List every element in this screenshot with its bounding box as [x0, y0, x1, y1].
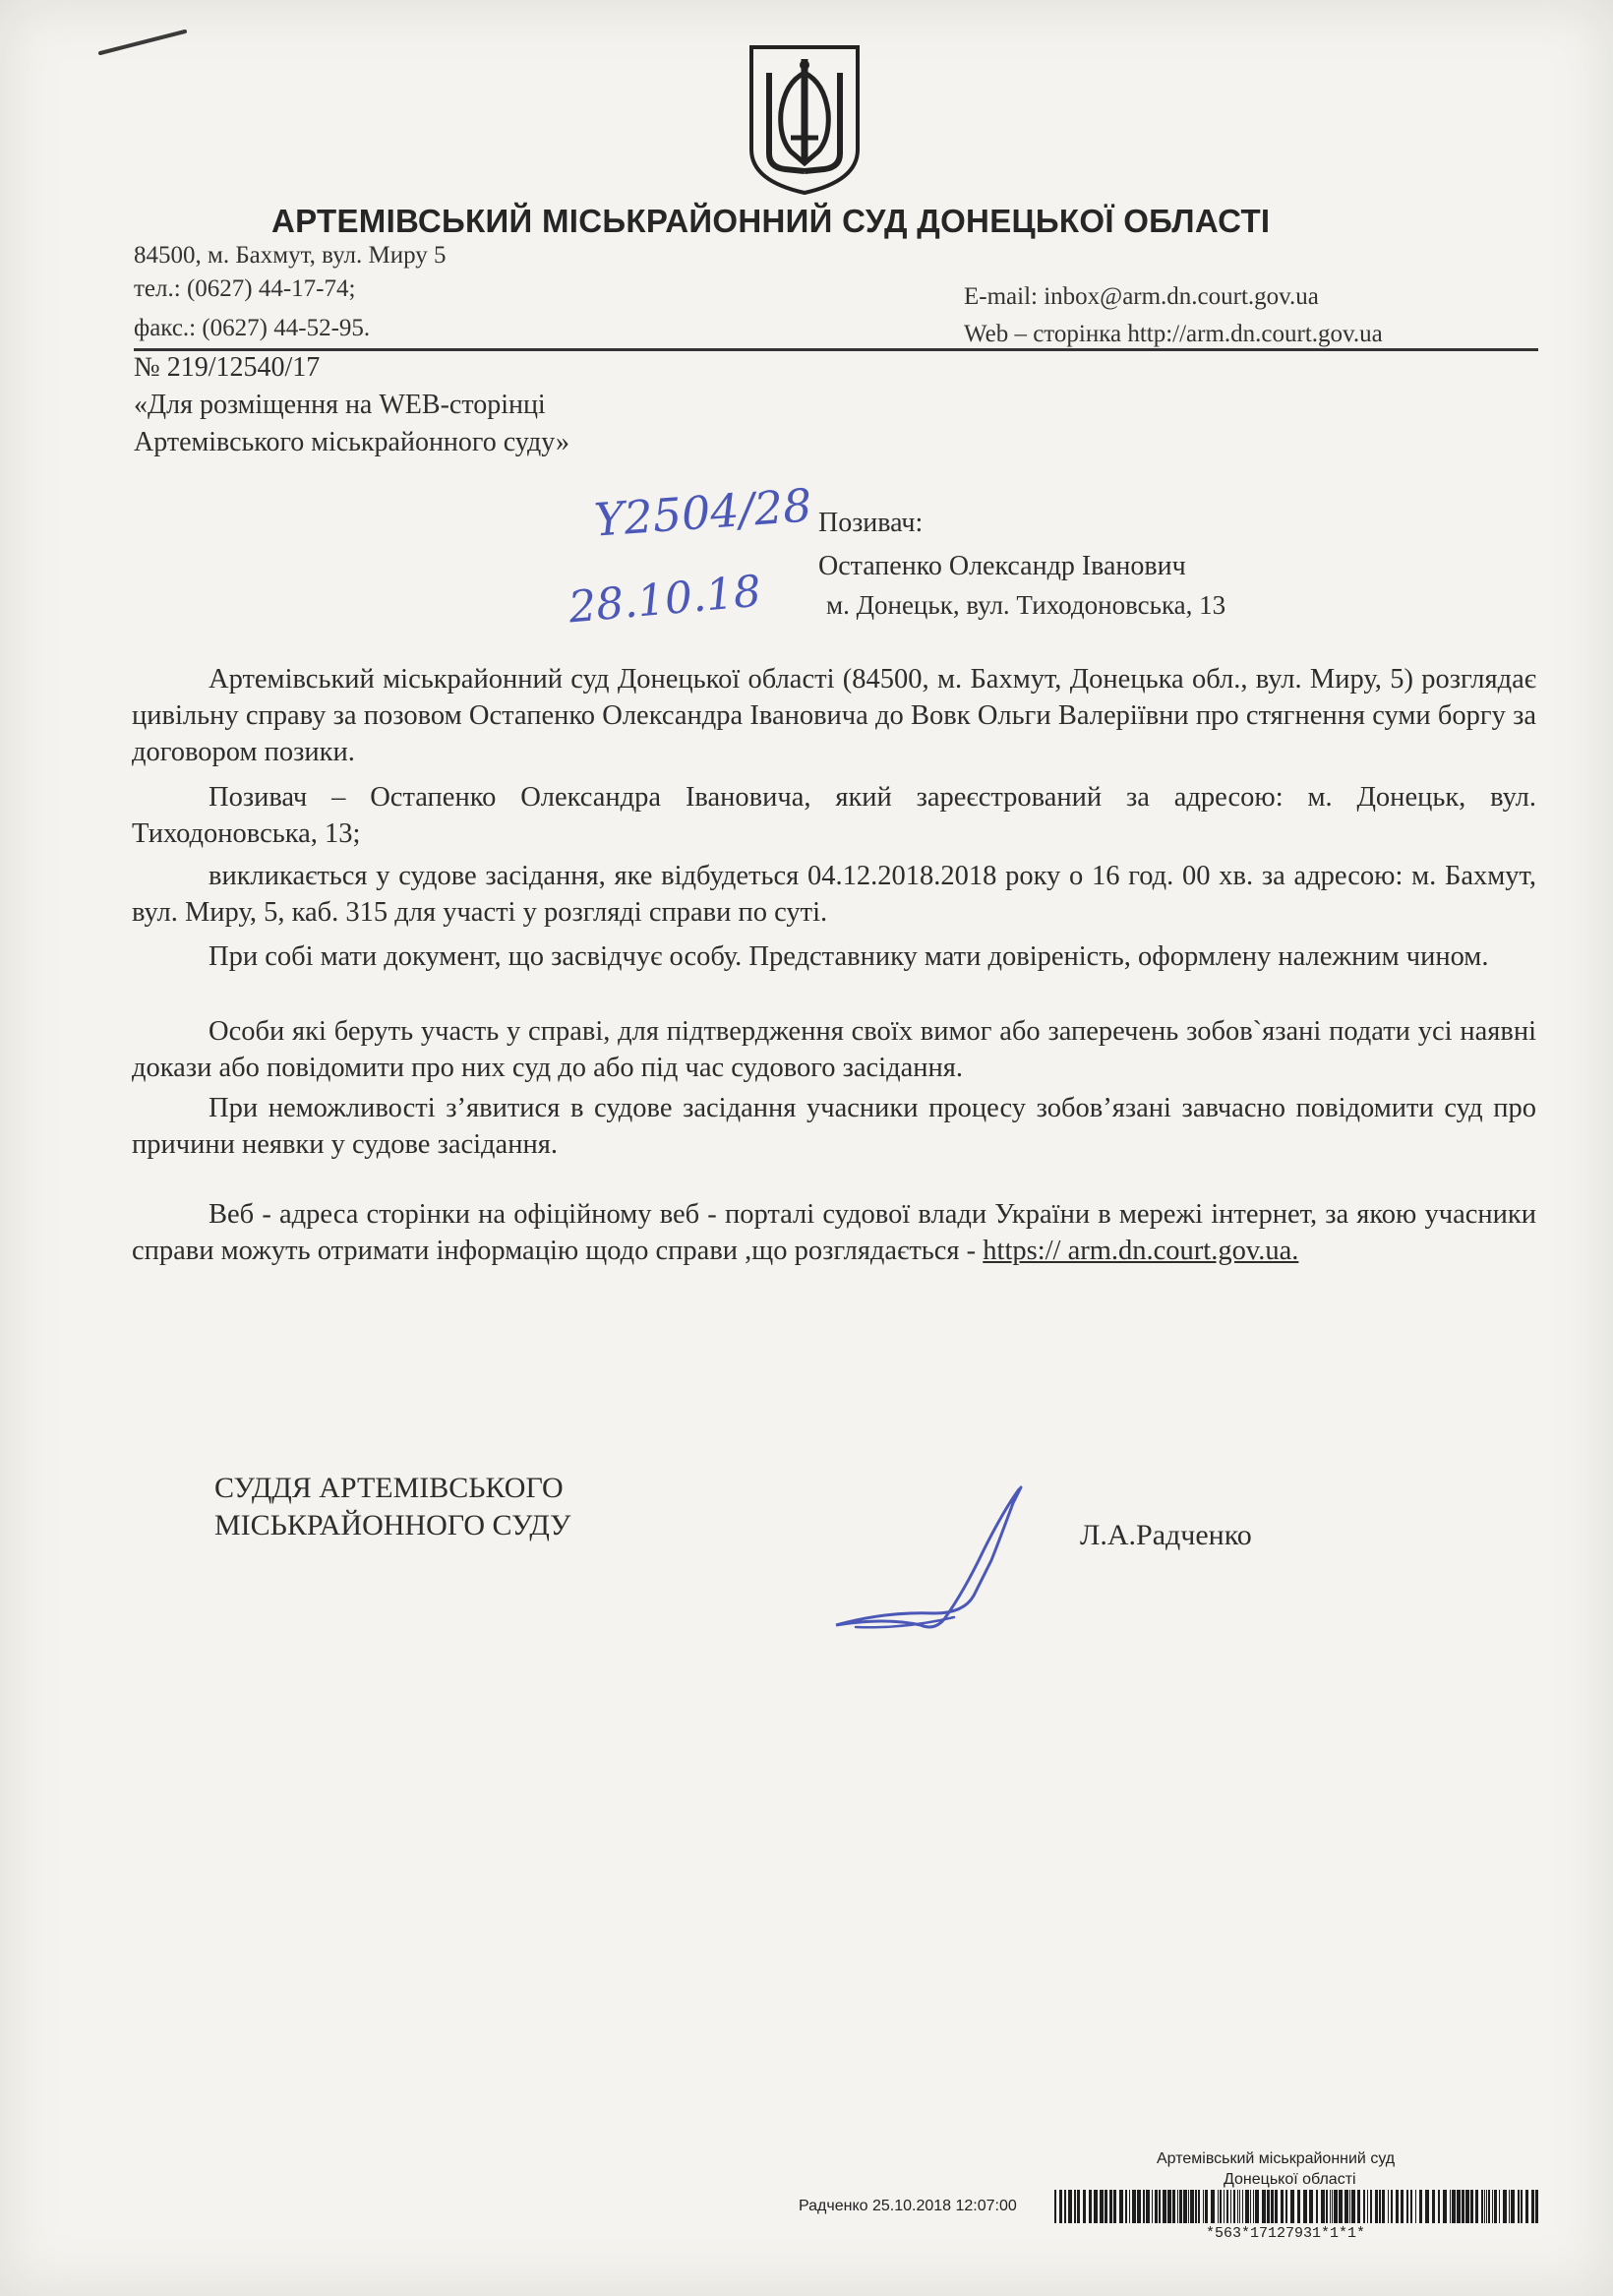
- judge-title: СУДДЯ АРТЕМІВСЬКОГО МІСЬКРАЙОННОГО СУДУ: [214, 1472, 571, 1541]
- barcode-bar: [1281, 2190, 1284, 2223]
- body-paragraph-4: При собі мати документ, що засвідчує особу. Представнику мати довіреність, оформлену належним чином.: [209, 941, 1489, 972]
- addressee-role: Позивач:: [818, 508, 924, 538]
- barcode-bar: [1271, 2190, 1274, 2223]
- judge-signature: [826, 1481, 1043, 1639]
- barcode-bar: [1503, 2190, 1507, 2223]
- barcode-bar: [1339, 2190, 1343, 2223]
- barcode-bar: [1349, 2190, 1350, 2223]
- barcode-bar: [1059, 2190, 1062, 2223]
- addressee-address: м. Донецьк, вул. Тиходоновська, 13: [826, 590, 1226, 620]
- barcode-bar: [1410, 2190, 1412, 2223]
- barcode-bar: [1237, 2190, 1238, 2223]
- barcode-bar: [1211, 2190, 1215, 2223]
- barcode-bar: [1330, 2190, 1331, 2223]
- barcode-bar: [1089, 2190, 1092, 2223]
- barcode-bar: [1470, 2190, 1473, 2223]
- barcode-bar: [1125, 2190, 1127, 2223]
- barcode-bar: [1375, 2190, 1378, 2223]
- barcode-bar: [1391, 2190, 1393, 2223]
- barcode-bar: [1250, 2190, 1251, 2223]
- barcode-bar: [1190, 2190, 1194, 2223]
- barcode-bar: [1344, 2190, 1348, 2223]
- barcode-bar: [1119, 2190, 1123, 2223]
- barcode-bar: [1321, 2190, 1325, 2223]
- barcode-bar: [1198, 2190, 1200, 2223]
- barcode-bar: [1450, 2190, 1451, 2223]
- body-paragraph-1: Артемівський міськрайонний суд Донецької області (84500, м. Бахмут, Донецька обл., вул. Миру, 5) розглядає цивільну справу за позовом Остапенко Олександра Івановича до Вовк Ольги Валеріївни про стягнення суми боргу за договором позики.: [132, 664, 1536, 767]
- barcode-bar: [1074, 2190, 1076, 2223]
- barcode-bar: [1443, 2190, 1447, 2223]
- header-divider: [134, 348, 1538, 351]
- barcode-number: *563*17127931*1*1*: [1206, 2225, 1366, 2242]
- barcode-bar: [1285, 2190, 1287, 2223]
- barcode-bar: [1486, 2190, 1487, 2223]
- barcode-bar: [1334, 2190, 1338, 2223]
- barcode-bar: [1531, 2190, 1534, 2223]
- barcode-bar: [1137, 2190, 1141, 2223]
- barcode-bar: [1406, 2190, 1408, 2223]
- barcode-bar: [1218, 2190, 1219, 2223]
- barcode-bar: [1253, 2190, 1254, 2223]
- barcode-bar: [1226, 2190, 1228, 2223]
- barcode-bar: [1275, 2190, 1278, 2223]
- barcode-bar: [1475, 2190, 1478, 2223]
- barcode-bar: [1351, 2190, 1355, 2223]
- barcode-bar: [1230, 2190, 1231, 2223]
- handwritten-registration-number: Y2504/28: [592, 478, 814, 547]
- barcode-bar: [1525, 2190, 1528, 2223]
- barcode-bar: [1172, 2190, 1175, 2223]
- barcode-bar: [1332, 2190, 1333, 2223]
- barcode-bar: [1242, 2190, 1243, 2223]
- barcode-bar: [1488, 2190, 1490, 2223]
- barcode-bar: [1143, 2190, 1145, 2223]
- stamp-region: Донецької області: [1224, 2171, 1356, 2188]
- barcode-bar: [1509, 2190, 1510, 2223]
- barcode-bar: [1064, 2190, 1066, 2223]
- stamp-author-timestamp: Радченко 25.10.2018 12:07:00: [799, 2198, 1017, 2214]
- barcode-bar: [1494, 2190, 1497, 2223]
- judge-name: Л.А.Радченко: [1080, 1519, 1252, 1551]
- barcode-bar: [1499, 2190, 1500, 2223]
- body-paragraph-2: Позивач – Остапенко Олександра Івановича, який зареєстрований за адресою: м. Донецьк, вул. Тиходоновська, 13;: [132, 782, 1536, 849]
- barcode-bar: [1535, 2190, 1538, 2223]
- barcode-bar: [1484, 2190, 1485, 2223]
- barcode-bar: [1452, 2190, 1456, 2223]
- court-portal-link[interactable]: https:// arm.dn.court.gov.ua.: [983, 1236, 1299, 1266]
- court-fax: факс.: (0627) 44-52-95.: [134, 315, 371, 341]
- coat-of-arms-icon: [746, 43, 864, 197]
- body-paragraph-3: викликається у судове засідання, яке відбудеться 04.12.2018.2018 року о 16 год. 00 хв. за адресою: м. Бахмут, вул. Миру, 5, каб. 315 для участі у розгляді справи по суті.: [132, 861, 1536, 928]
- barcode-bar: [1462, 2190, 1464, 2223]
- barcode-bar: [1309, 2190, 1313, 2223]
- stamp-court-name: Артемівський міськрайонний суд: [1157, 2150, 1396, 2167]
- court-email: E-mail: inbox@arm.dn.court.gov.ua: [964, 283, 1319, 310]
- body-paragraph-7: Веб - адреса сторінки на офіційному веб - порталі судової влади України в мережі інтернет, за якою учасники справи можуть отримати інформацію щодо справи ,що розглядається - https:// arm.dn.court.gov.ua.: [132, 1199, 1536, 1266]
- barcode-bar: [1167, 2190, 1171, 2223]
- barcode-bar: [1521, 2190, 1523, 2223]
- barcode-bar: [1152, 2190, 1153, 2223]
- barcode-bar: [1388, 2190, 1389, 2223]
- placement-note-line2: Артемівського міськрайонного суду»: [134, 427, 569, 457]
- barcode-bar: [1267, 2190, 1270, 2223]
- barcode-bar: [1183, 2190, 1187, 2223]
- barcode-bar: [1367, 2190, 1368, 2223]
- barcode-bar: [1159, 2190, 1161, 2223]
- barcode-bar: [1511, 2190, 1515, 2223]
- placement-note-line1: «Для розміщення на WEB-сторінці: [134, 390, 546, 420]
- barcode-bar: [1105, 2190, 1107, 2223]
- barcode-bar: [1094, 2190, 1098, 2223]
- barcode-bar: [1425, 2190, 1429, 2223]
- barcode-bar: [1163, 2190, 1166, 2223]
- barcode-bar: [1382, 2190, 1385, 2223]
- barcode-bar: [1370, 2190, 1372, 2223]
- barcode-bar: [1255, 2190, 1259, 2223]
- barcode-bar: [1457, 2190, 1461, 2223]
- barcode-bar: [1290, 2190, 1294, 2223]
- barcode-bar: [1465, 2190, 1469, 2223]
- body-paragraph-6: При неможливості з’явитися в судове засідання учасники процесу зобов’язані завчасно повідомити суд про причини неявки у судове засідання.: [132, 1093, 1536, 1160]
- court-phone: тел.: (0627) 44-17-74;: [134, 275, 356, 302]
- barcode-bar: [1419, 2190, 1422, 2223]
- barcode-bar: [1203, 2190, 1204, 2223]
- barcode-bar: [1068, 2190, 1072, 2223]
- barcode-bar: [1415, 2190, 1416, 2223]
- barcode-bar: [1129, 2190, 1130, 2223]
- barcode-bar: [1481, 2190, 1483, 2223]
- barcode-bar: [1396, 2190, 1399, 2223]
- barcode: [1054, 2190, 1538, 2223]
- barcode-bar: [1379, 2190, 1381, 2223]
- barcode-bar: [1054, 2190, 1056, 2223]
- handwritten-date: 28.10.18: [567, 566, 763, 634]
- barcode-bar: [1363, 2190, 1365, 2223]
- barcode-bar: [1188, 2190, 1189, 2223]
- barcode-bar: [1239, 2190, 1240, 2223]
- barcode-bar: [1357, 2190, 1360, 2223]
- barcode-bar: [1492, 2190, 1493, 2223]
- barcode-bar: [1100, 2190, 1104, 2223]
- barcode-bar: [1195, 2190, 1197, 2223]
- barcode-bar: [1083, 2190, 1086, 2223]
- barcode-bar: [1179, 2190, 1182, 2223]
- barcode-bar: [1077, 2190, 1080, 2223]
- addressee-name: Остапенко Олександр Іванович: [818, 551, 1186, 581]
- barcode-bar: [1155, 2190, 1158, 2223]
- barcode-bar: [1109, 2190, 1112, 2223]
- barcode-bar: [1518, 2190, 1520, 2223]
- barcode-bar: [1303, 2190, 1307, 2223]
- barcode-bar: [1262, 2190, 1266, 2223]
- barcode-bar: [1177, 2190, 1178, 2223]
- barcode-bar: [1297, 2190, 1300, 2223]
- pen-mark-icon: [98, 28, 189, 57]
- barcode-bar: [1220, 2190, 1222, 2223]
- barcode-bar: [1401, 2190, 1404, 2223]
- barcode-bar: [1233, 2190, 1235, 2223]
- court-address: 84500, м. Бахмут, вул. Миру 5: [134, 242, 447, 269]
- barcode-bar: [1316, 2190, 1318, 2223]
- barcode-bar: [1432, 2190, 1435, 2223]
- barcode-bar: [1326, 2190, 1328, 2223]
- court-name-heading: АРТЕМІВСЬКИЙ МІСЬКРАЙОННИЙ СУД ДОНЕЦЬКОЇ ОБЛАСТІ: [271, 203, 1271, 239]
- barcode-bar: [1224, 2190, 1225, 2223]
- barcode-bar: [1438, 2190, 1440, 2223]
- body-paragraph-5: Особи які беруть участь у справі, для підтвердження своїх вимог або заперечень зобов`язані подати усі наявні докази або повідомити про них суд до або під час судового засідання.: [132, 1016, 1536, 1083]
- barcode-bar: [1146, 2190, 1150, 2223]
- case-number: № 219/12540/17: [134, 352, 321, 383]
- barcode-bar: [1113, 2190, 1116, 2223]
- barcode-bar: [1245, 2190, 1249, 2223]
- barcode-bar: [1132, 2190, 1136, 2223]
- court-website: Web – сторінка http://arm.dn.court.gov.ua: [964, 321, 1383, 347]
- barcode-bar: [1205, 2190, 1208, 2223]
